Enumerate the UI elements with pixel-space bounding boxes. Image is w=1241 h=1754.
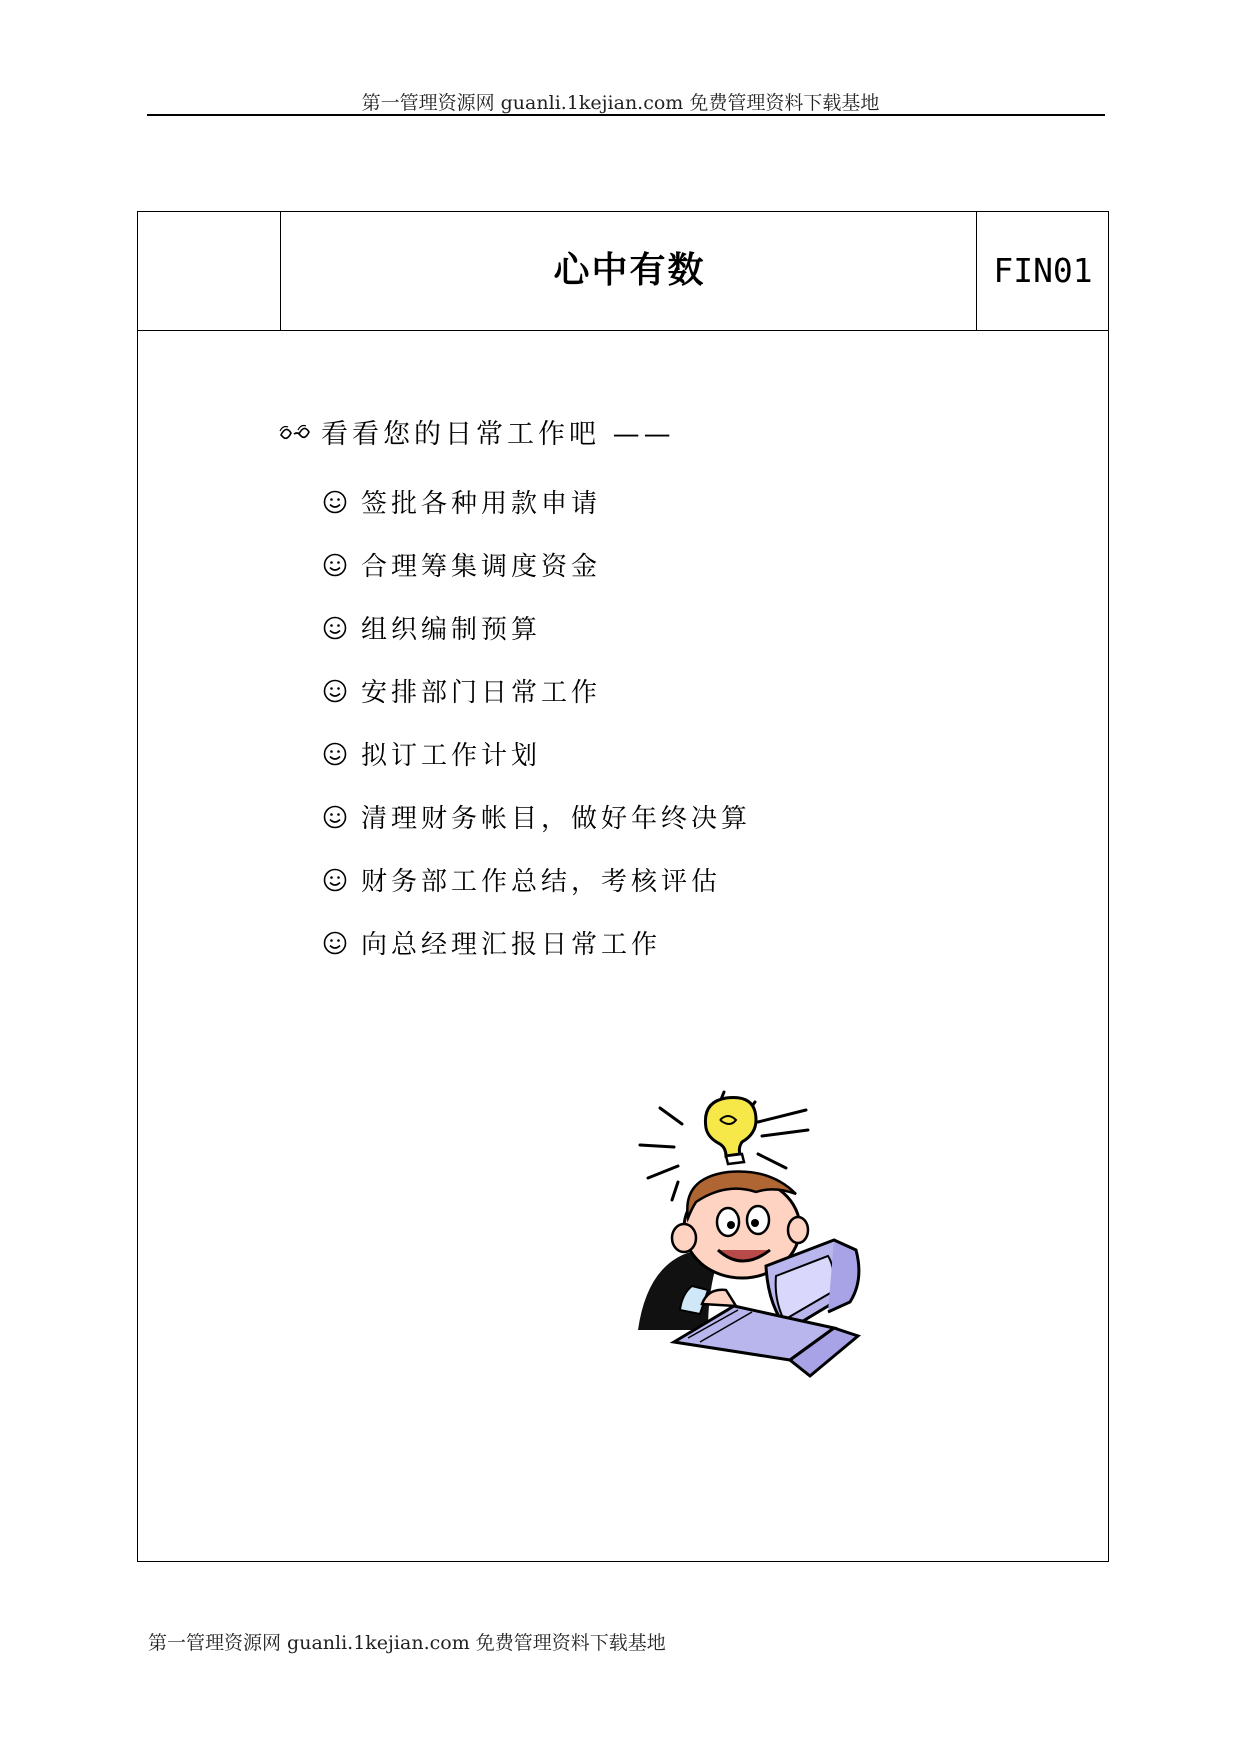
list-item-text: 向总经理汇报日常工作 — [361, 930, 662, 960]
glasses-icon — [279, 421, 311, 443]
smiley-icon — [323, 805, 347, 829]
list-item — [323, 785, 751, 848]
document-code: FIN01 — [993, 251, 1093, 290]
task-list — [323, 470, 751, 974]
list-item — [323, 470, 751, 533]
page-footer: 第一管理资源网 guanli.1kejian.com 免费管理资料下载基地 — [148, 1632, 666, 1654]
page-header: 第一管理资源网 guanli.1kejian.com 免费管理资料下载基地 — [361, 92, 880, 114]
code-cell — [976, 212, 1108, 330]
page-title: 心中有数 — [553, 250, 706, 291]
header-rule — [147, 114, 1105, 116]
smiley-icon — [323, 616, 347, 640]
list-item — [323, 722, 751, 785]
lead-text: 看看您的日常工作吧 —— — [321, 419, 675, 450]
list-item — [323, 533, 751, 596]
businessman-idea-clipart — [630, 1090, 930, 1385]
list-item — [323, 659, 751, 722]
list-item — [323, 848, 751, 911]
list-item — [323, 911, 751, 974]
smiley-icon — [323, 679, 347, 703]
lead-line — [279, 412, 675, 451]
list-item-text: 签批各种用款申请 — [361, 489, 602, 519]
list-item-text: 合理筹集调度资金 — [361, 552, 602, 582]
smiley-icon — [323, 553, 347, 577]
list-item — [323, 596, 751, 659]
list-item-text: 财务部工作总结，考核评估 — [361, 867, 722, 897]
list-item-text: 组织编制预算 — [361, 615, 542, 645]
title-left-cell — [138, 212, 281, 330]
smiley-icon — [323, 742, 347, 766]
title-row — [138, 212, 1108, 331]
list-item-text: 清理财务帐目，做好年终决算 — [361, 804, 752, 834]
smiley-icon — [323, 931, 347, 955]
list-item-text: 拟订工作计划 — [361, 741, 542, 771]
list-item-text: 安排部门日常工作 — [361, 678, 602, 708]
smiley-icon — [323, 868, 347, 892]
smiley-icon — [323, 490, 347, 514]
